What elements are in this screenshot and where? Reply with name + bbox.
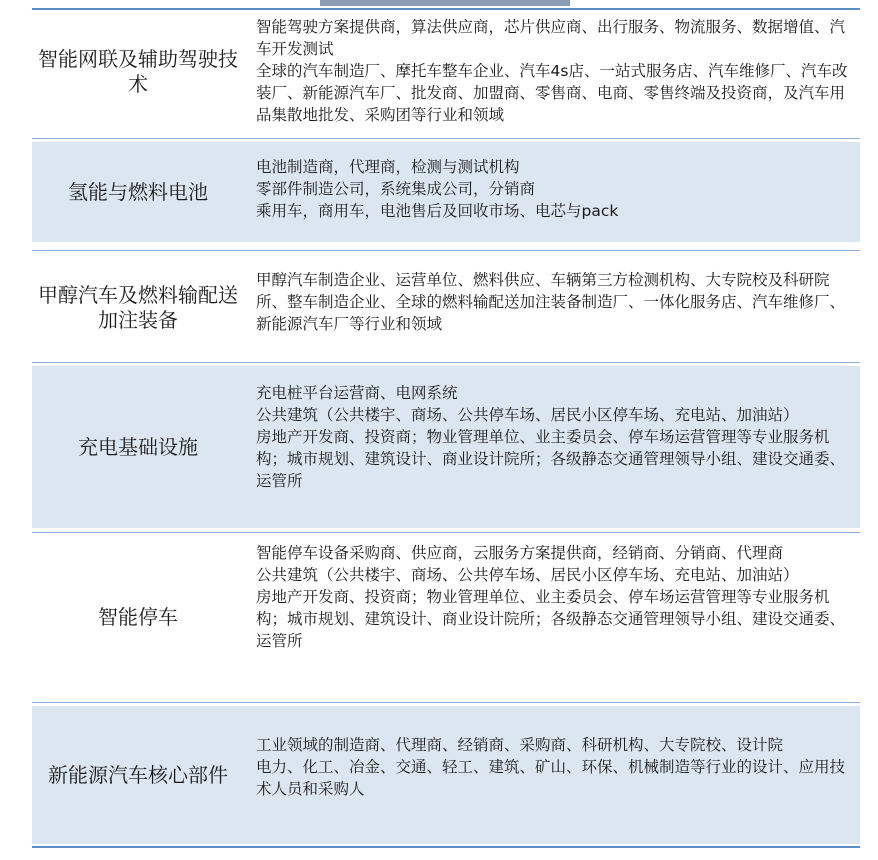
description-line: 智能停车设备采购商、供应商，云服务方案提供商，经销商、分销商、代理商 bbox=[256, 544, 784, 562]
description-cell bbox=[244, 706, 860, 844]
category-cell: 智能停车 bbox=[98, 604, 178, 629]
description-cell bbox=[244, 10, 860, 134]
table-row bbox=[32, 10, 860, 134]
category-cell: 充电基础设施 bbox=[78, 434, 198, 459]
table-bottom-rule bbox=[32, 846, 860, 848]
description-line: 房地产开发商、投资商；物业管理单位、业主委员会、停车场运营管理等专业服务机构；城市规划、建筑设计、商业设计院所；各级静态交通管理领导小组、建设交通委、运管所 bbox=[256, 588, 846, 650]
description-line: 电力、化工、冶金、交通、轻工、建筑、矿山、环保、机械制造等行业的设计、应用技术人员和采购人 bbox=[256, 758, 846, 798]
row-divider bbox=[32, 362, 860, 363]
description-line: 公共建筑（公共楼宇、商场、公共停车场、居民小区停车场、充电站、加油站） bbox=[256, 566, 799, 584]
table-row bbox=[32, 366, 860, 528]
category-cell: 甲醇汽车及燃料输配送加注装备 bbox=[38, 283, 238, 332]
table-row bbox=[32, 536, 860, 698]
description-line: 工业领域的制造商、代理商、经销商、采购商、科研机构、大专院校、设计院 bbox=[256, 736, 784, 754]
category-cell: 新能源汽车核心部件 bbox=[48, 762, 228, 787]
description-line: 房地产开发商、投资商；物业管理单位、业主委员会、停车场运营管理等专业服务机构；城市规划、建筑设计、商业设计院所；各级静态交通管理领导小组、建设交通委、运管所 bbox=[256, 428, 846, 490]
description-line: 智能驾驶方案提供商，算法供应商，芯片供应商、出行服务、物流服务、数据增值、汽车开发测试 bbox=[256, 18, 846, 58]
row-divider bbox=[32, 702, 860, 703]
description-line: 甲醇汽车制造企业、运营单位、燃料供应、车辆第三方检测机构、大专院校及科研院所、整车制造企业、全球的燃料输配送加注装备制造厂、一体化服务店、汽车维修厂、新能源汽车厂等行业和领域 bbox=[256, 271, 846, 333]
description-line: 全球的汽车制造厂、摩托车整车企业、汽车4s店、一站式服务店、汽车维修厂、汽车改装厂、新能源汽车厂、批发商、加盟商、零售商、电商、零售终端及投资商，及汽车用品集散地批发、采购团等行业和领域 bbox=[256, 62, 848, 124]
row-divider bbox=[32, 138, 860, 139]
description-line: 乘用车，商用车，电池售后及回收市场、电芯与pack bbox=[256, 202, 619, 220]
category-cell: 氢能与燃料电池 bbox=[68, 179, 208, 204]
description-line: 零部件制造公司，系统集成公司，分销商 bbox=[256, 180, 536, 198]
description-line: 公共建筑（公共楼宇、商场、公共停车场、居民小区停车场、充电站、加油站） bbox=[256, 406, 799, 424]
description-cell bbox=[244, 536, 860, 698]
table-row bbox=[32, 142, 860, 242]
cropped-header-fragment bbox=[320, 0, 570, 6]
table-row bbox=[32, 258, 860, 358]
category-cell: 智能网联及辅助驾驶技术 bbox=[38, 47, 238, 96]
description-line: 电池制造商，代理商，检测与测试机构 bbox=[256, 158, 520, 176]
description-cell bbox=[244, 258, 860, 358]
description-cell bbox=[244, 366, 860, 528]
table-row bbox=[32, 706, 860, 844]
description-line: 充电桩平台运营商、电网系统 bbox=[256, 384, 458, 402]
row-divider bbox=[32, 532, 860, 533]
description-cell bbox=[244, 142, 860, 242]
row-divider bbox=[32, 250, 860, 251]
